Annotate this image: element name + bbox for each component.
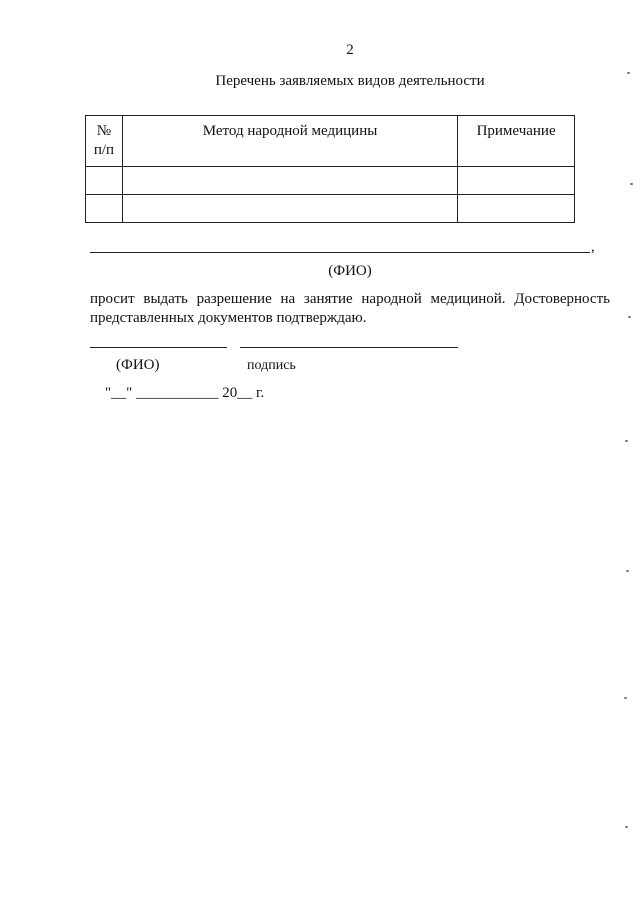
- scan-speck: [625, 826, 628, 828]
- signer-fio-caption: (ФИО): [116, 357, 160, 373]
- header-number-line1: №: [96, 123, 112, 139]
- document-title: Перечень заявляемых видов деятельности: [215, 73, 485, 89]
- signature-line[interactable]: [240, 347, 458, 348]
- scan-speck: [624, 697, 627, 699]
- cell-note[interactable]: [458, 167, 575, 195]
- signer-fio-line[interactable]: [90, 347, 227, 348]
- scan-speck: [627, 72, 630, 74]
- table-row: [86, 195, 575, 223]
- scan-speck: [626, 570, 629, 572]
- activity-table: [85, 115, 575, 223]
- header-number: [86, 116, 123, 167]
- cell-method[interactable]: [122, 167, 457, 195]
- page-number: 2: [346, 42, 354, 58]
- request-statement: просит выдать разрешение на занятие народной медициной. Достоверность представленных документов подтверждаю.: [90, 291, 610, 326]
- applicant-fio-comma: ,: [591, 239, 595, 255]
- header-method: Метод народной медицины: [122, 116, 457, 167]
- applicant-fio-line[interactable]: [90, 252, 590, 253]
- date-field[interactable]: "__" ___________ 20__ г.: [105, 385, 265, 401]
- cell-number[interactable]: [86, 195, 123, 223]
- scan-speck: [625, 440, 628, 442]
- cell-note[interactable]: [458, 195, 575, 223]
- scan-speck: [628, 316, 631, 318]
- cell-method[interactable]: [122, 195, 457, 223]
- signature-caption: подпись: [247, 358, 296, 373]
- table-row: [86, 167, 575, 195]
- header-number-line2: п/п: [93, 142, 115, 158]
- cell-number[interactable]: [86, 167, 123, 195]
- scan-speck: [630, 183, 633, 185]
- table-header-row: [86, 116, 575, 167]
- applicant-fio-caption: (ФИО): [328, 263, 372, 279]
- header-note: Примечание: [458, 116, 575, 167]
